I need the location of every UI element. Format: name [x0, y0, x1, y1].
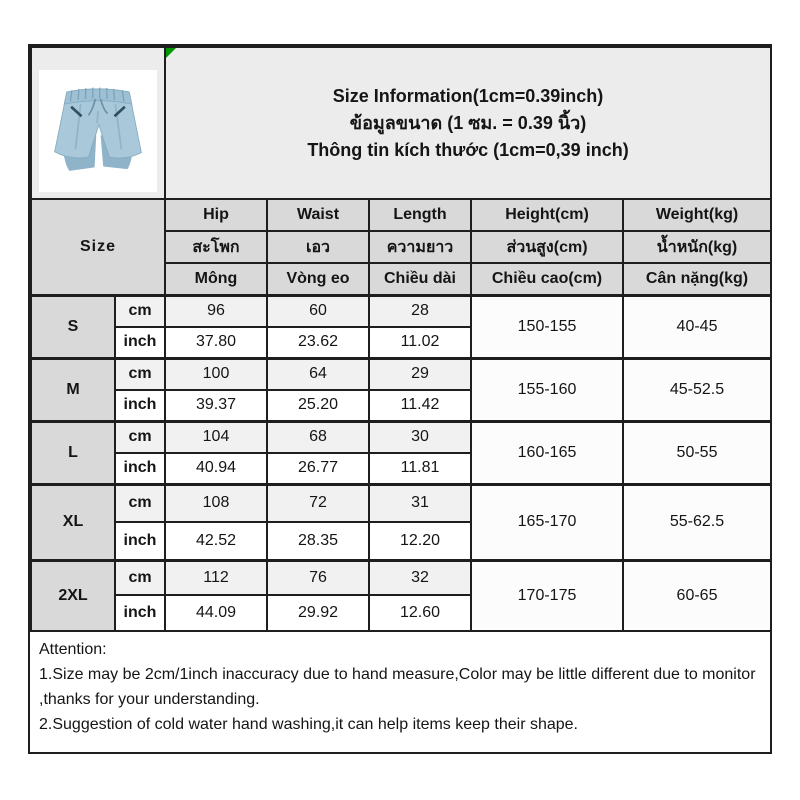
- size-header: Size: [31, 199, 165, 295]
- xl-waist-cm: 72: [267, 484, 369, 522]
- size-label-xl: XL: [31, 484, 115, 560]
- 2xl-waist-inch: 29.92: [267, 595, 369, 631]
- 2xl-length-inch: 12.60: [369, 595, 471, 631]
- xl-waist-inch: 28.35: [267, 522, 369, 560]
- 2xl-hip-inch: 44.09: [165, 595, 267, 631]
- 2xl-hip-cm: 112: [165, 560, 267, 595]
- xl-hip-inch: 42.52: [165, 522, 267, 560]
- s-weight: 40-45: [623, 295, 771, 358]
- product-image-cell: [31, 47, 165, 199]
- l-length-cm: 30: [369, 421, 471, 453]
- xl-height: 165-170: [471, 484, 623, 560]
- l-waist-inch: 26.77: [267, 453, 369, 484]
- 2xl-waist-cm: 76: [267, 560, 369, 595]
- col-header-weight-th: น้ำหนัก(kg): [623, 231, 771, 263]
- m-weight: 45-52.5: [623, 358, 771, 421]
- m-waist-inch: 25.20: [267, 390, 369, 421]
- m-length-inch: 11.42: [369, 390, 471, 421]
- size-label-s: S: [31, 295, 115, 358]
- m-length-cm: 29: [369, 358, 471, 390]
- title-cell: [165, 47, 771, 199]
- row-m-cm: [31, 358, 771, 390]
- unit-cm: cm: [115, 421, 165, 453]
- s-length-inch: 11.02: [369, 327, 471, 358]
- xl-length-inch: 12.20: [369, 522, 471, 560]
- col-header-weight: Weight(kg): [623, 199, 771, 231]
- size-label-2xl: 2XL: [31, 560, 115, 631]
- shorts-image: [46, 81, 150, 181]
- l-hip-inch: 40.94: [165, 453, 267, 484]
- unit-inch: inch: [115, 453, 165, 484]
- 2xl-weight: 60-65: [623, 560, 771, 631]
- size-table: [30, 46, 772, 632]
- 2xl-height: 170-175: [471, 560, 623, 631]
- title-band: [31, 47, 771, 199]
- m-height: 155-160: [471, 358, 623, 421]
- green-corner-marker-icon: [166, 48, 176, 58]
- l-length-inch: 11.81: [369, 453, 471, 484]
- col-header-height-th: ส่วนสูง(cm): [471, 231, 623, 263]
- title-thai: ข้อมูลขนาด (1 ซม. = 0.39 นิ้ว): [349, 112, 587, 133]
- m-hip-cm: 100: [165, 358, 267, 390]
- 2xl-length-cm: 32: [369, 560, 471, 595]
- unit-inch: inch: [115, 327, 165, 358]
- row-2xl-cm: [31, 560, 771, 595]
- attention-heading: Attention:: [39, 641, 107, 658]
- col-header-waist-th: เอว: [267, 231, 369, 263]
- col-header-hip: Hip: [165, 199, 267, 231]
- product-photo: [39, 70, 157, 192]
- col-header-length: Length: [369, 199, 471, 231]
- title-english: Size Information(1cm=0.39inch): [332, 85, 604, 106]
- unit-cm: cm: [115, 295, 165, 327]
- size-chart-frame: [28, 44, 772, 754]
- m-waist-cm: 64: [267, 358, 369, 390]
- col-header-waist: Waist: [267, 199, 369, 231]
- l-hip-cm: 104: [165, 421, 267, 453]
- col-header-hip-vi: Mông: [165, 263, 267, 295]
- s-height: 150-155: [471, 295, 623, 358]
- s-waist-inch: 23.62: [267, 327, 369, 358]
- s-hip-cm: 96: [165, 295, 267, 327]
- unit-cm: cm: [115, 560, 165, 595]
- s-waist-cm: 60: [267, 295, 369, 327]
- size-label-l: L: [31, 421, 115, 484]
- attention-section: [30, 632, 770, 737]
- row-l-cm: [31, 421, 771, 453]
- unit-inch: inch: [115, 595, 165, 631]
- l-height: 160-165: [471, 421, 623, 484]
- col-header-hip-th: สะโพก: [165, 231, 267, 263]
- title-vietnamese: Thông tin kích thước (1cm=0,39 inch): [307, 139, 629, 160]
- s-hip-inch: 37.80: [165, 327, 267, 358]
- unit-cm: cm: [115, 358, 165, 390]
- unit-inch: inch: [115, 390, 165, 421]
- l-waist-cm: 68: [267, 421, 369, 453]
- l-weight: 50-55: [623, 421, 771, 484]
- col-header-length-th: ความยาว: [369, 231, 471, 263]
- attention-note-2: 2.Suggestion of cold water hand washing,it can help items keep their shape.: [39, 716, 578, 733]
- row-s-cm: [31, 295, 771, 327]
- xl-hip-cm: 108: [165, 484, 267, 522]
- size-label-m: M: [31, 358, 115, 421]
- m-hip-inch: 39.37: [165, 390, 267, 421]
- header-row-english: [31, 199, 771, 231]
- xl-weight: 55-62.5: [623, 484, 771, 560]
- attention-note-1: 1.Size may be 2cm/1inch inaccuracy due to hand measure,Color may be little different due to monitor ,thanks for your understanding.: [39, 666, 756, 708]
- row-xl-cm: [31, 484, 771, 522]
- col-header-waist-vi: Vòng eo: [267, 263, 369, 295]
- col-header-weight-vi: Cân nặng(kg): [623, 263, 771, 295]
- col-header-length-vi: Chiều dài: [369, 263, 471, 295]
- unit-cm: cm: [115, 484, 165, 522]
- xl-length-cm: 31: [369, 484, 471, 522]
- unit-inch: inch: [115, 522, 165, 560]
- col-header-height-vi: Chiều cao(cm): [471, 263, 623, 295]
- s-length-cm: 28: [369, 295, 471, 327]
- col-header-height: Height(cm): [471, 199, 623, 231]
